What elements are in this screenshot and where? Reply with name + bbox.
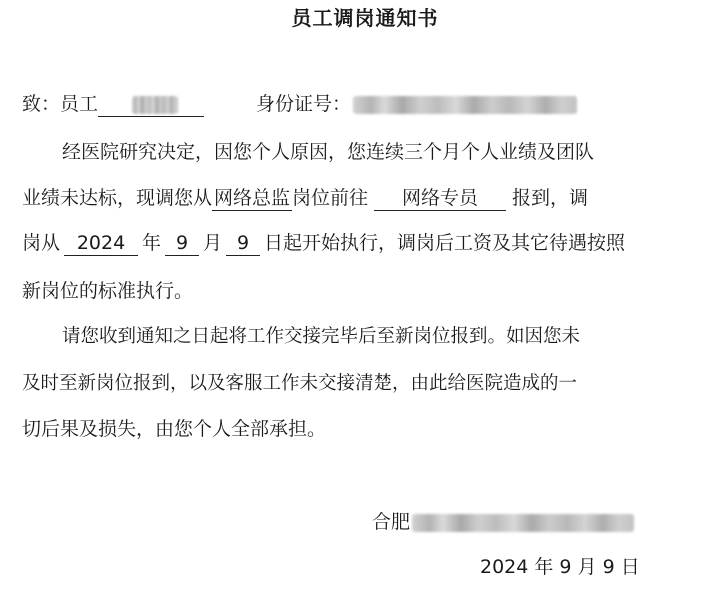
year-field: 2024 — [64, 231, 138, 256]
day-field: 9 — [226, 231, 260, 256]
month-unit: 月 — [203, 232, 223, 254]
para2-line3: 切后果及损失，由您个人全部承担。 — [22, 418, 327, 440]
redacted-organization — [412, 514, 634, 532]
org-prefix: 合肥 — [372, 511, 411, 533]
para1-line3 — [22, 229, 625, 257]
month-field: 9 — [165, 231, 199, 256]
para1-line2 — [22, 184, 588, 212]
id-number-label: 身份证号： — [256, 93, 352, 115]
year-unit: 年 — [142, 232, 162, 254]
redacted-name — [132, 96, 178, 114]
recipient-line — [22, 90, 579, 118]
to-post-field: 网络专员 — [374, 186, 506, 211]
signature-organization — [372, 508, 634, 536]
id-number-field — [351, 92, 579, 116]
para1-line3-text-a: 岗从 — [22, 232, 61, 254]
to-employee-label: 致：员工 — [22, 93, 99, 115]
document-title: 员工调岗通知书 — [291, 6, 439, 30]
from-post-field: 网络总监 — [214, 187, 291, 209]
para2-line1: 请您收到通知之日起将工作交接完毕后至新岗位报到。如因您未 — [62, 326, 581, 347]
para1-line1: 经医院研究决定，因您个人原因，您连续三个月个人业绩及团队 — [62, 141, 595, 163]
para1-line2-text-b: 岗位前往 — [292, 187, 369, 209]
para2-line2: 及时至新岗位报到，以及客服工作未交接清楚，由此给医院造成的一 — [22, 373, 578, 394]
para1-line2-text-a: 业绩未达标，现调您从 — [22, 187, 213, 209]
employee-name-field — [98, 92, 204, 117]
redacted-id-number — [353, 96, 577, 114]
para1-line4: 新岗位的标准执行。 — [22, 280, 194, 302]
para1-line2-text-c: 报到，调 — [512, 187, 589, 209]
para1-line3-text-b: 日起开始执行，调岗后工资及其它待遇按照 — [264, 232, 626, 254]
signature-date: 2024 年 9 月 9 日 — [480, 556, 640, 578]
